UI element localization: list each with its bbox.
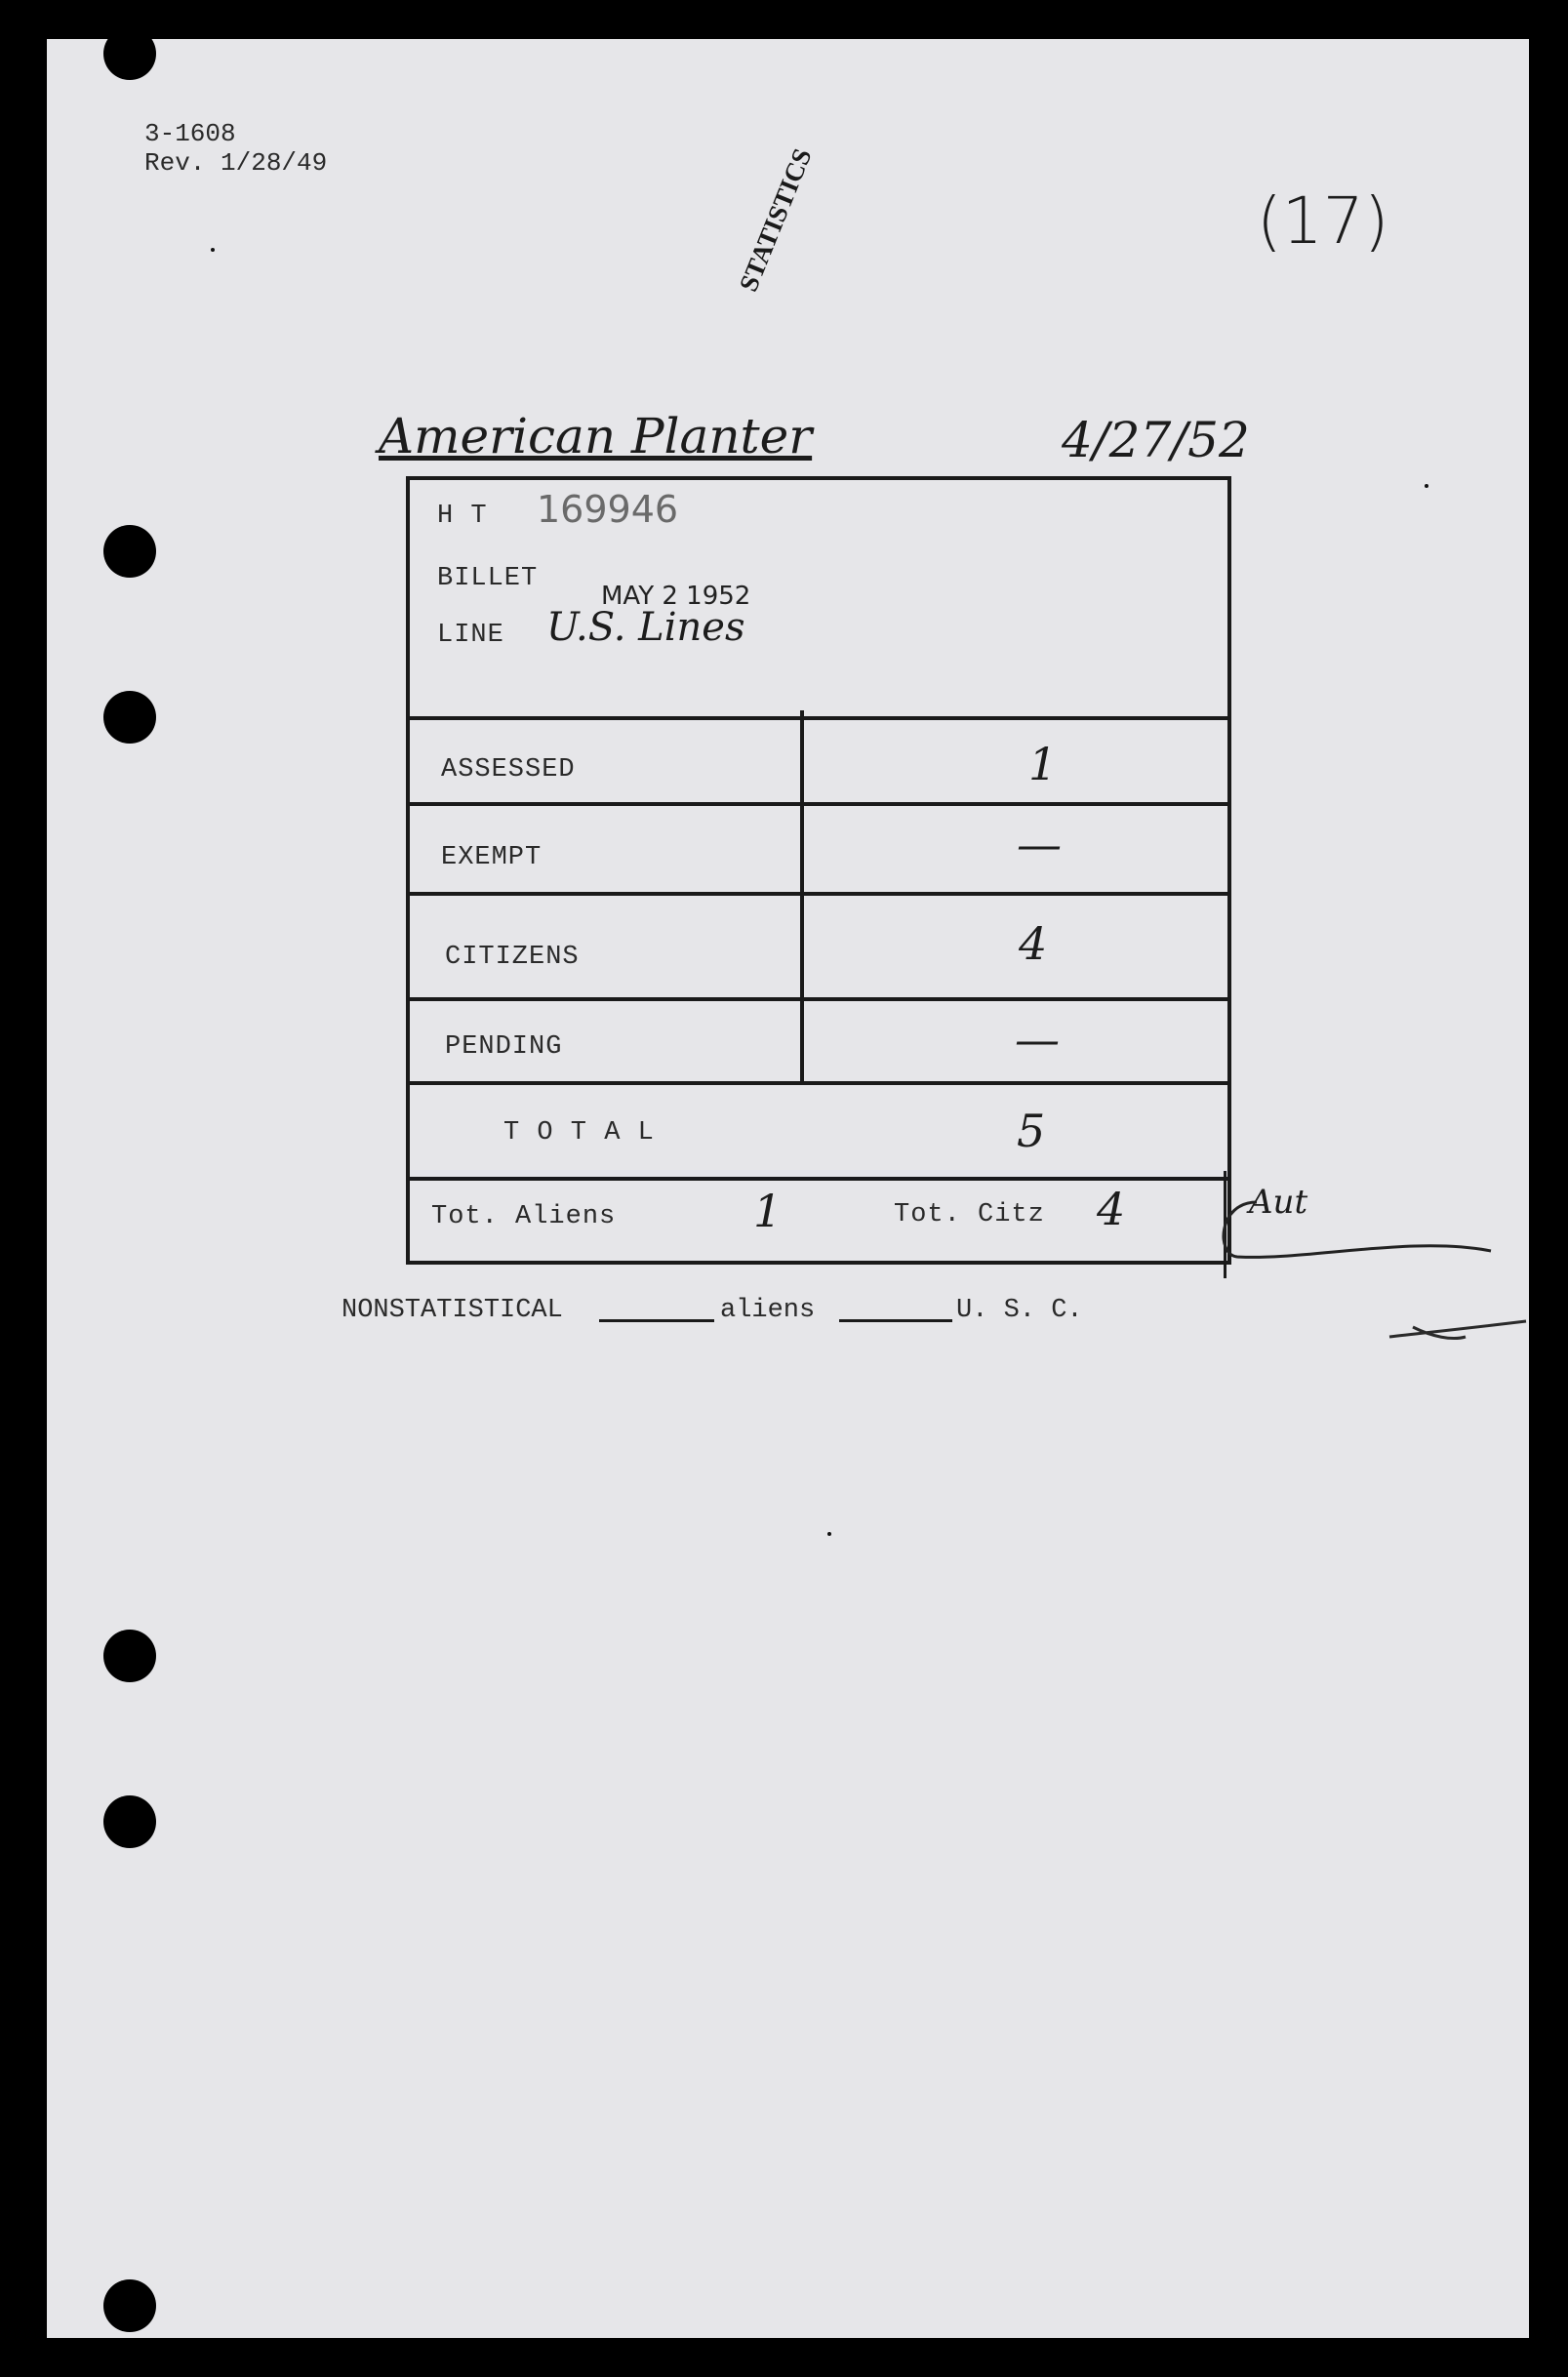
nonstatistical-blank: [599, 1319, 714, 1322]
initials: Aut: [1249, 1183, 1308, 1222]
form-revision: Rev. 1/28/49: [144, 148, 328, 178]
ht-label: H T: [437, 502, 488, 531]
divider: [410, 1081, 1227, 1085]
row-value-assessed: 1: [1028, 738, 1058, 790]
punch-hole: [103, 1795, 156, 1848]
form-number: 3-1608: [144, 119, 236, 148]
total-value: 5: [1017, 1105, 1046, 1157]
sheet-number: (17): [1257, 183, 1389, 259]
billet-label: BILLET: [437, 564, 539, 593]
punch-hole: [103, 525, 156, 578]
punch-hole: [103, 2279, 156, 2332]
column-divider: [800, 710, 804, 1085]
aliens-blank: [839, 1319, 952, 1322]
document-page: [47, 39, 1529, 2338]
total-label: T O T A L: [503, 1118, 655, 1148]
divider: [410, 716, 1227, 720]
aliens-label: aliens: [720, 1296, 816, 1325]
punch-hole: [103, 691, 156, 744]
row-value-pending: —: [1015, 1013, 1060, 1066]
row-label-citizens: CITIZENS: [445, 943, 580, 972]
punch-hole: [103, 1630, 156, 1682]
tot-aliens-label: Tot. Aliens: [431, 1202, 617, 1231]
statistics-stamp: STATISTICS: [733, 143, 818, 296]
margin-scribble: [1384, 1308, 1530, 1356]
nonstatistical-label: NONSTATISTICAL: [342, 1296, 563, 1325]
row-value-exempt: —: [1017, 818, 1062, 870]
speck: [1425, 484, 1428, 488]
divider: [410, 997, 1227, 1001]
billet-date: MAY 2 1952: [601, 582, 751, 611]
row-label-exempt: EXEMPT: [441, 843, 543, 872]
row-value-citizens: 4: [1019, 917, 1048, 970]
divider: [410, 1177, 1227, 1181]
row-label-pending: PENDING: [445, 1032, 563, 1062]
ht-number: 169946: [537, 488, 679, 531]
tot-citz-label: Tot. Citz: [894, 1200, 1045, 1229]
line-label: LINE: [437, 621, 504, 650]
punch-hole: [103, 27, 156, 80]
divider: [410, 802, 1227, 806]
speck: [211, 248, 215, 252]
divider: [410, 892, 1227, 896]
vessel-name: American Planter: [379, 408, 813, 464]
speck: [827, 1532, 831, 1536]
initials-flourish: [1198, 1196, 1501, 1274]
tot-aliens-value: 1: [753, 1185, 783, 1237]
usc-label: U. S. C.: [956, 1296, 1083, 1325]
statistics-card: [406, 476, 1231, 1265]
line-value: U.S. Lines: [546, 605, 745, 650]
header-date: 4/27/52: [1062, 412, 1250, 468]
tot-citz-value: 4: [1097, 1183, 1126, 1235]
row-label-assessed: ASSESSED: [441, 755, 576, 785]
